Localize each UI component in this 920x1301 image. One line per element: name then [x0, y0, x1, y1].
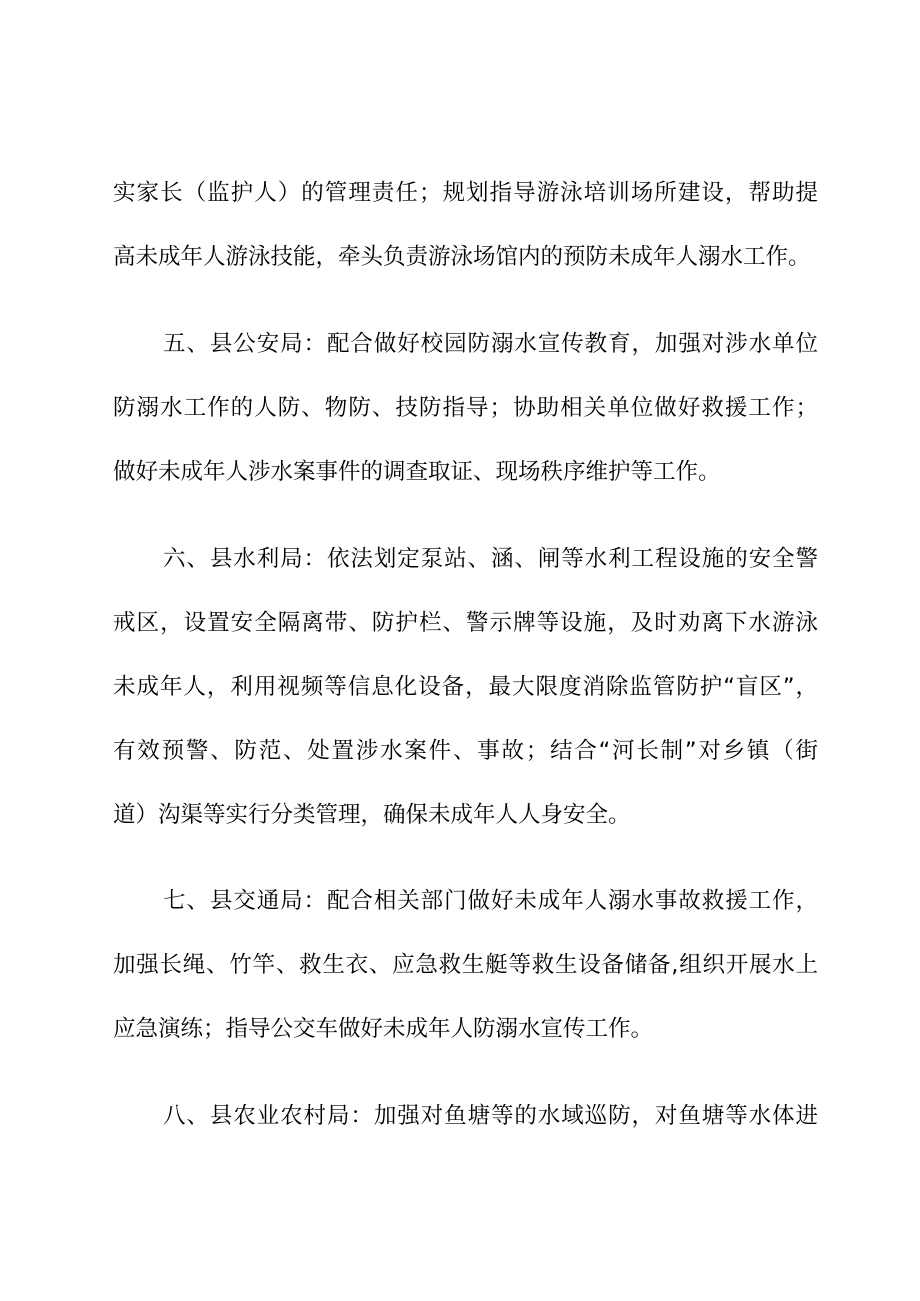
- text-line: 有效预警、防范、处置涉水案件、事故；结合“河长制”对乡镇（街: [113, 738, 818, 764]
- text-line: 实家长（监护人）的管理责任；规划指导游泳培训场所建设，帮助提: [113, 180, 818, 206]
- paragraph-start-line: 五、县公安局：配合做好校园防溺水宣传教育，加强对涉水单位: [163, 331, 818, 357]
- paragraph-start-line: 八、县农业农村局：加强对鱼塘等的水域巡防，对鱼塘等水体进: [163, 1103, 818, 1129]
- text-line: 道）沟渠等实行分类管理，确保未成年人人身安全。: [113, 802, 631, 828]
- text-line: 防溺水工作的人防、物防、技防指导；协助相关单位做好救援工作；: [113, 395, 818, 421]
- text-line: 戒区，设置安全隔离带、防护栏、警示牌等设施，及时劝离下水游泳: [113, 610, 818, 636]
- text-line: 应急演练；指导公交车做好未成年人防溺水宣传工作。: [113, 1016, 654, 1042]
- paragraph-start-line: 七、县交通局：配合相关部门做好未成年人溺水事故救援工作，: [163, 888, 818, 914]
- text-line: 高未成年人游泳技能，牵头负责游泳场馆内的预防未成年人溺水工作。: [113, 244, 811, 270]
- paragraph-start-line: 六、县水利局：依法划定泵站、涵、闸等水利工程设施的安全警: [163, 546, 818, 572]
- text-line: 做好未成年人涉水案事件的调查取证、现场秩序维护等工作。: [113, 459, 721, 485]
- text-line: 加强长绳、竹竿、救生衣、应急救生艇等救生设备储备,组织开展水上: [113, 952, 818, 978]
- text-line: 未成年人，利用视频等信息化设备，最大限度消除监管防护“盲区”，: [113, 674, 818, 700]
